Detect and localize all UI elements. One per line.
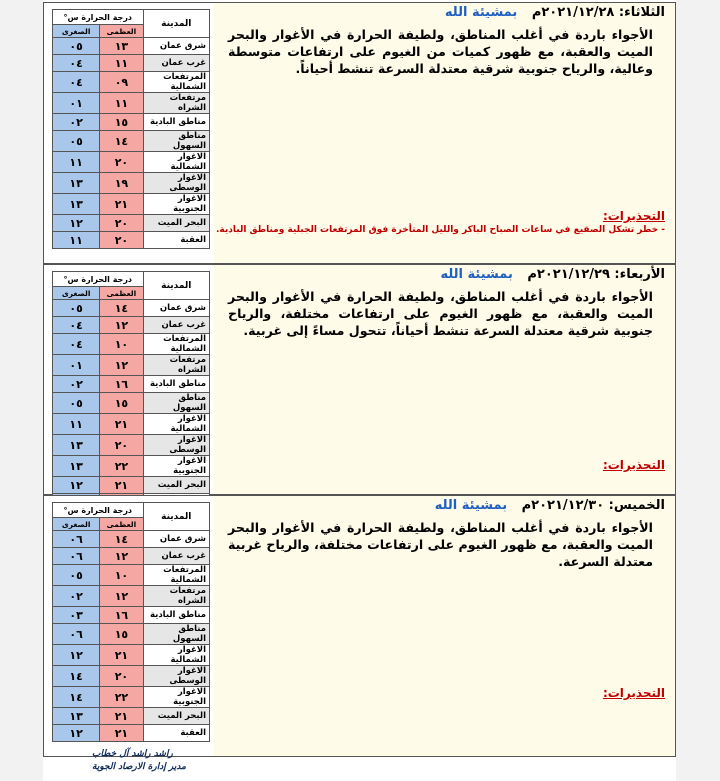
warnings-text: - خطر تشكل الصقيع في ساعات الصباح الباكر والليل المتأخرة فوق المرتفعات الجبلية ومناطق البادية.	[216, 225, 665, 235]
min-temp: ٠٣	[53, 607, 100, 624]
max-temp: ١٤	[100, 531, 143, 548]
max-temp: ٢١	[100, 645, 143, 666]
max-temp: ١٤	[100, 300, 143, 317]
min-temp: ١٢	[53, 215, 100, 232]
city-name: مناطق البادية	[143, 114, 209, 131]
min-temp: ٠٢	[53, 376, 100, 393]
max-temp: ١٠	[100, 565, 143, 586]
min-temp: ١٢	[53, 477, 100, 494]
blessing-text: بمشيئة الله	[440, 267, 513, 282]
min-temp: ٠٢	[53, 586, 100, 607]
forecast-day-block	[43, 2, 676, 264]
temperature-row	[53, 376, 210, 393]
forecast-text: الأجواء باردة في أغلب المناطق، ولطيفة الحرارة في الأغوار والبحر الميت والعقبة، مع ظهور الغيوم على ارتفاعات مختلفة، والرياح جنوبية شرقية معتدلة السرعة تنشط أحياناً، تتحول مساءً إلى غربية.	[228, 289, 653, 338]
temperature-row	[53, 624, 210, 645]
min-temp: ٠٦	[53, 531, 100, 548]
min-temp: ٠٥	[53, 565, 100, 586]
max-temp: ٠٩	[100, 72, 143, 93]
temperature-row	[53, 55, 210, 72]
min-temp: ٠٤	[53, 55, 100, 72]
max-temp: ٢٠	[100, 666, 143, 687]
city-name: المرتفعات الشمالية	[143, 72, 209, 93]
city-header: المدينة	[143, 503, 209, 531]
max-temp: ٢٢	[100, 456, 143, 477]
temperature-row	[53, 215, 210, 232]
max-temp: ٢٢	[100, 687, 143, 708]
max-temp: ٢١	[100, 725, 143, 742]
city-name: البحر الميت	[143, 477, 209, 494]
max-header: العظمى	[100, 287, 143, 300]
city-name: شرق عمان	[143, 531, 209, 548]
temperature-row	[53, 548, 210, 565]
city-name: الاغوار الجنوبية	[143, 687, 209, 708]
temperature-table	[52, 9, 210, 249]
day-date: الأربعاء: ٢٠٢١/١٢/٢٩م	[527, 267, 665, 282]
max-temp: ١٢	[100, 317, 143, 334]
city-name: شرق عمان	[143, 300, 209, 317]
temperature-row	[53, 725, 210, 742]
forecast-day-block	[43, 495, 676, 757]
temperature-row	[53, 666, 210, 687]
city-name: مناطق السهول	[143, 131, 209, 152]
city-name: شرق عمان	[143, 38, 209, 55]
min-temp: ١١	[53, 414, 100, 435]
max-temp: ١٢	[100, 586, 143, 607]
temperature-row	[53, 708, 210, 725]
temperature-row	[53, 456, 210, 477]
city-name: الاغوار الوسطى	[143, 435, 209, 456]
temperature-row	[53, 531, 210, 548]
temperature-row	[53, 586, 210, 607]
city-name: الاغوار الجنوبية	[143, 456, 209, 477]
max-temp: ١٦	[100, 607, 143, 624]
min-temp: ١٢	[53, 645, 100, 666]
min-temp: ١٢	[53, 725, 100, 742]
temperature-row	[53, 114, 210, 131]
city-name: البحر الميت	[143, 708, 209, 725]
city-name: مناطق البادية	[143, 607, 209, 624]
warnings-title: التحذيرات:	[602, 458, 665, 472]
city-name: المرتفعات الشمالية	[143, 334, 209, 355]
max-temp: ١٣	[100, 38, 143, 55]
temperature-row	[53, 687, 210, 708]
max-temp: ١٦	[100, 376, 143, 393]
max-temp: ١٤	[100, 131, 143, 152]
forecast-text: الأجواء باردة في أغلب المناطق، ولطيفة الحرارة في الأغوار والبحر الميت والعقبة، مع ظهور الغيوم على ارتفاعات مختلفة، والرياح غربية معتدلة السرعة.	[228, 520, 653, 569]
temperature-row	[53, 607, 210, 624]
max-temp: ١٥	[100, 393, 143, 414]
min-temp: ٠٢	[53, 114, 100, 131]
max-temp: ١١	[100, 55, 143, 72]
max-header: العظمى	[100, 25, 143, 38]
day-header	[214, 3, 675, 20]
max-temp: ١٢	[100, 548, 143, 565]
city-name: العقبة	[143, 232, 209, 249]
max-temp: ١٩	[100, 173, 143, 194]
min-temp: ٠٥	[53, 393, 100, 414]
temp-header: درجة الحرارة س°	[53, 503, 144, 518]
blessing-text: بمشيئة الله	[444, 5, 518, 20]
warnings-title: التحذيرات:	[602, 686, 665, 700]
blessing-text: بمشيئة الله	[434, 498, 508, 513]
min-temp: ١٣	[53, 456, 100, 477]
max-temp: ٢١	[100, 477, 143, 494]
max-temp: ٢٠	[100, 215, 143, 232]
city-name: غرب عمان	[143, 317, 209, 334]
min-temp: ١٤	[53, 687, 100, 708]
forecast-day-block	[43, 264, 676, 495]
max-temp: ٢٠	[100, 232, 143, 249]
min-temp: ٠١	[53, 355, 100, 376]
min-temp: ٠٤	[53, 317, 100, 334]
temperature-table	[52, 271, 210, 511]
min-temp: ٠٥	[53, 300, 100, 317]
min-temp: ٠١	[53, 93, 100, 114]
day-date: الخميس: ٢٠٢١/١٢/٣٠م	[521, 498, 665, 513]
min-temp: ١١	[53, 152, 100, 173]
city-name: الاغوار الجنوبية	[143, 194, 209, 215]
max-temp: ٢١	[100, 194, 143, 215]
min-temp: ١٣	[53, 194, 100, 215]
min-header: الصغرى	[53, 518, 100, 531]
city-name: العقبة	[143, 725, 209, 742]
min-temp: ٠٤	[53, 72, 100, 93]
max-temp: ١٥	[100, 624, 143, 645]
city-name: المرتفعات الشمالية	[143, 565, 209, 586]
day-header	[214, 496, 675, 513]
city-name: مناطق البادية	[143, 376, 209, 393]
forecast-text: الأجواء باردة في أغلب المناطق، ولطيفة الحرارة في الأغوار والبحر الميت والعقبة، مع ظهور كميات من الغيوم على ارتفاعات متوسطة وعالية، والرياح جنوبية شرقية معتدلة السرعة تنشط أحياناً.	[228, 27, 653, 76]
city-name: الاغوار الشمالية	[143, 152, 209, 173]
min-header: الصغرى	[53, 287, 100, 300]
temperature-row	[53, 72, 210, 93]
forecast-content	[214, 3, 675, 263]
day-header	[214, 265, 675, 282]
max-temp: ١١	[100, 93, 143, 114]
temperature-row	[53, 414, 210, 435]
min-temp: ١٤	[53, 666, 100, 687]
temperature-row	[53, 152, 210, 173]
city-name: الاغوار الشمالية	[143, 645, 209, 666]
temperature-row	[53, 334, 210, 355]
min-temp: ٠٥	[53, 131, 100, 152]
city-name: مناطق السهول	[143, 393, 209, 414]
max-temp: ٢١	[100, 414, 143, 435]
max-temp: ٢٠	[100, 435, 143, 456]
forecast-content	[214, 265, 675, 494]
temperature-row	[53, 194, 210, 215]
max-temp: ١٠	[100, 334, 143, 355]
city-name: غرب عمان	[143, 55, 209, 72]
min-temp: ١٣	[53, 173, 100, 194]
temperature-row	[53, 645, 210, 666]
min-temp: ٠٥	[53, 38, 100, 55]
max-temp: ٢٠	[100, 152, 143, 173]
temperature-row	[53, 355, 210, 376]
city-name: مرتفعات الشراه	[143, 355, 209, 376]
signature-block	[92, 748, 186, 774]
temp-header: درجة الحرارة س°	[53, 272, 144, 287]
city-name: مرتفعات الشراه	[143, 93, 209, 114]
warnings-title: التحذيرات:	[602, 209, 665, 223]
city-header: المدينة	[143, 272, 209, 300]
city-name: الاغوار الوسطى	[143, 173, 209, 194]
min-temp: ١٣	[53, 435, 100, 456]
min-temp: ١١	[53, 232, 100, 249]
signature-name: راشد راشد آل خطاب	[92, 749, 173, 759]
temperature-row	[53, 232, 210, 249]
temperature-row	[53, 435, 210, 456]
signature-title: مدير إدارة الارصاد الجوية	[92, 762, 186, 772]
min-temp: ٠٤	[53, 334, 100, 355]
temperature-row	[53, 477, 210, 494]
city-name: مناطق السهول	[143, 624, 209, 645]
city-name: غرب عمان	[143, 548, 209, 565]
temperature-row	[53, 317, 210, 334]
city-header: المدينة	[143, 10, 209, 38]
max-temp: ١٢	[100, 355, 143, 376]
max-temp: ١٥	[100, 114, 143, 131]
city-name: مرتفعات الشراه	[143, 586, 209, 607]
temp-header: درجة الحرارة س°	[53, 10, 144, 25]
forecast-content	[214, 496, 675, 756]
max-header: العظمى	[100, 518, 143, 531]
temperature-row	[53, 93, 210, 114]
min-temp: ٠٦	[53, 548, 100, 565]
city-name: الاغوار الوسطى	[143, 666, 209, 687]
temperature-row	[53, 173, 210, 194]
min-temp: ٠٦	[53, 624, 100, 645]
temperature-table	[52, 502, 210, 742]
temperature-row	[53, 565, 210, 586]
temperature-row	[53, 131, 210, 152]
day-date: الثلاثاء: ٢٠٢١/١٢/٢٨م	[531, 5, 665, 20]
temperature-row	[53, 393, 210, 414]
min-temp: ١٣	[53, 708, 100, 725]
min-header: الصغرى	[53, 25, 100, 38]
max-temp: ٢١	[100, 708, 143, 725]
temperature-row	[53, 38, 210, 55]
temperature-row	[53, 300, 210, 317]
city-name: الاغوار الشمالية	[143, 414, 209, 435]
city-name: البحر الميت	[143, 215, 209, 232]
